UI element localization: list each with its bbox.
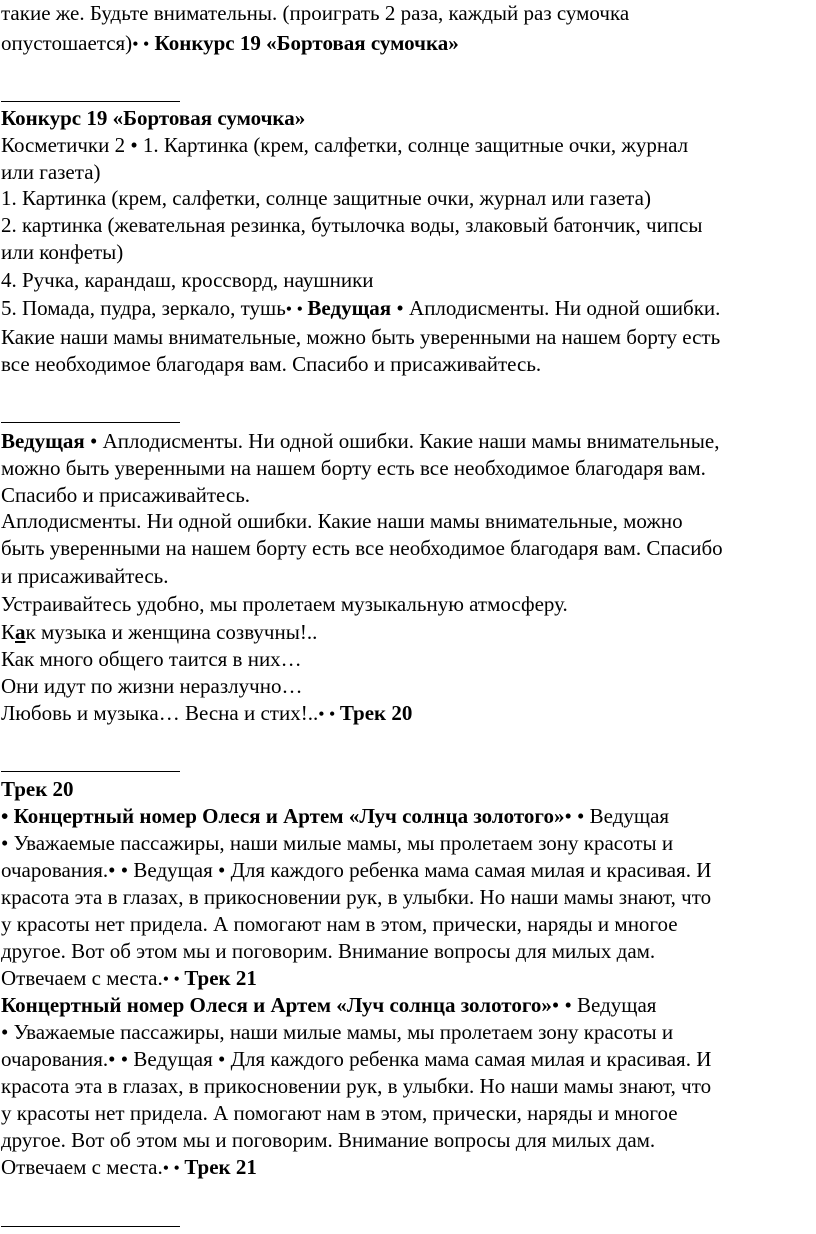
text-line: опустошается)• • Конкурс 19 «Бортовая сумочка» <box>1 31 459 55</box>
text-line: другое. Вот об этом мы и поговорим. Внимание вопросы для милых дам. <box>1 939 656 963</box>
text-line: или газета) <box>1 160 101 184</box>
text-line: у красоты нет придела. А помогают нам в этом, прически, наряды и многое <box>1 912 678 936</box>
speaker-label: Ведущая <box>307 296 392 320</box>
text-line: красота эта в глазах, в прикосновении рук, в улыбки. Но наши мамы знают, что <box>1 1074 712 1098</box>
section-heading: Конкурс 19 «Бортовая сумочка» <box>1 106 306 130</box>
text-line: и присаживайтесь. <box>1 564 169 588</box>
speaker-label: Ведущая <box>1 429 85 453</box>
text-line: Устраивайтесь удобно, мы пролетаем музыкальную атмосферу. <box>1 592 568 616</box>
text-line: • Концертный номер Олеся и Артем «Луч солнца золотого»• • Ведущая <box>1 804 670 828</box>
text-line: Они идут по жизни неразлучно… <box>1 674 303 698</box>
text-line: Концертный номер Олеся и Артем «Луч солнца золотого»• • Ведущая <box>1 993 657 1017</box>
performance-title: • Концертный номер Олеся и Артем «Луч солнца золотого» <box>1 804 565 828</box>
section-heading: Трек 20 <box>1 777 74 801</box>
text-line: другое. Вот об этом мы и поговорим. Внимание вопросы для милых дам. <box>1 1128 656 1152</box>
section-divider <box>1 1226 180 1227</box>
performance-title: Концертный номер Олеся и Артем «Луч солнца золотого» <box>1 993 552 1017</box>
section-divider <box>1 101 180 102</box>
text-line: очарования.• • Ведущая • Для каждого ребенка мама самая милая и красивая. И <box>1 858 712 882</box>
text-line: Аплодисменты. Ни одной ошибки. Какие наши мамы внимательные, можно <box>1 509 683 533</box>
bullet-icon: • • <box>285 299 308 319</box>
text-line: можно быть уверенными на нашем борту есть все необходимое благодаря вам. <box>1 456 706 480</box>
text-line: все необходимое благодаря вам. Спасибо и присаживайтесь. <box>1 352 542 376</box>
text-line: Как много общего таится в них… <box>1 647 302 671</box>
text-line: такие же. Будьте внимательны. (проиграть 2 раза, каждый раз сумочка <box>1 1 630 25</box>
track-label: Трек 21 <box>184 1155 257 1179</box>
contest-title: Конкурс 19 «Бортовая сумочка» <box>149 31 459 55</box>
text-line: красота эта в глазах, в прикосновении рук, в улыбки. Но наши мамы знают, что <box>1 885 712 909</box>
text-line: Косметички 2 • 1. Картинка (крем, салфетки, солнце защитные очки, журнал <box>1 133 689 157</box>
text-line: очарования.• • Ведущая • Для каждого ребенка мама самая милая и красивая. И <box>1 1047 712 1071</box>
track-label: Трек 20 <box>339 701 413 725</box>
text-line: • Уважаемые пассажиры, наши милые мамы, мы пролетаем зону красоты и <box>1 831 674 855</box>
text-line: Ведущая • Аплодисменты. Ни одной ошибки. Какие наши мамы внимательные, <box>1 429 720 453</box>
bullet-icon: • • <box>162 1158 185 1178</box>
text-line: Отвечаем с места.• • Трек 21 <box>1 966 257 990</box>
text-line: у красоты нет придела. А помогают нам в этом, прически, наряды и многое <box>1 1101 678 1125</box>
track-label: Трек 21 <box>184 966 257 990</box>
bullet-icon: • • <box>162 969 185 989</box>
text-line: 5. Помада, пудра, зеркало, тушь• • Ведущая • Аплодисменты. Ни одной ошибки. <box>1 296 721 320</box>
text-line: или конфеты) <box>1 240 124 264</box>
text-line: Отвечаем с места.• • Трек 21 <box>1 1155 257 1179</box>
text-line: 2. картинка (жевательная резинка, бутылочка воды, злаковый батончик, чипсы <box>1 213 703 237</box>
text-line: Как музыка и женщина созвучны!.. <box>1 620 318 644</box>
section-divider <box>1 422 180 423</box>
text-line: быть уверенными на нашем борту есть все необходимое благодаря вам. Спасибо <box>1 536 723 560</box>
text-line: 4. Ручка, карандаш, кроссворд, наушники <box>1 268 374 292</box>
bullet-icon: • • <box>318 704 340 724</box>
text-line: Любовь и музыка… Весна и стих!..• • Трек 20 <box>1 701 413 725</box>
text-line: 1. Картинка (крем, салфетки, солнце защитные очки, журнал или газета) <box>1 186 651 210</box>
bullet-icon: • • <box>132 34 150 54</box>
text-line: • Уважаемые пассажиры, наши милые мамы, мы пролетаем зону красоты и <box>1 1020 674 1044</box>
text-line: Какие наши мамы внимательные, можно быть уверенными на нашем борту есть <box>1 325 721 349</box>
section-divider <box>1 771 180 772</box>
text-line: Спасибо и присаживайтесь. <box>1 483 251 507</box>
